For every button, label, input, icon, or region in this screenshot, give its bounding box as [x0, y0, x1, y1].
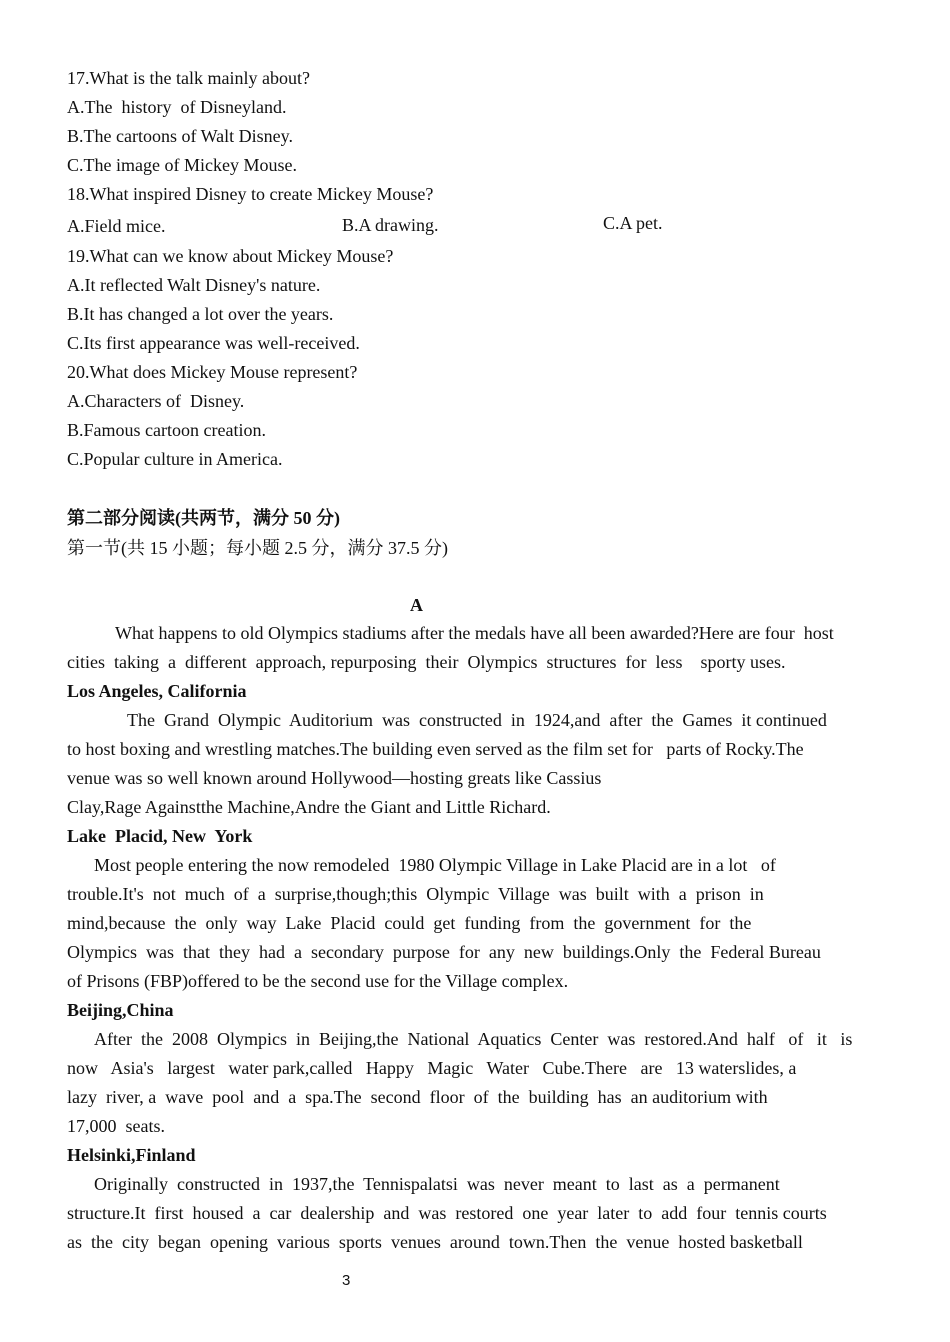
heading-los-angeles: Los Angeles, California [67, 681, 247, 701]
option-19c: C.Its first appearance was well-received. [67, 333, 360, 353]
part-title: 第二部分阅读(共两节，满分 50 分) [67, 508, 340, 528]
option-19a: A.It reflected Walt Disney's nature. [67, 275, 321, 295]
lp-line-5: of Prisons (FBP)offered to be the second use for the Village complex. [67, 971, 569, 991]
hk-line-2: structure.It first housed a car dealership and was restored one year later to add four tennis courts [67, 1203, 827, 1223]
question-17: 17.What is the talk mainly about? [67, 68, 310, 88]
option-17b: B.The cartoons of Walt Disney. [67, 126, 294, 146]
bj-line-4: 17,000 seats. [67, 1116, 165, 1136]
heading-beijing: Beijing,China [67, 1000, 174, 1020]
la-line-1: The Grand Olympic Auditorium was constructed in 1924,and after the Games it continued [127, 710, 827, 730]
hk-line-3: as the city began opening various sports venues around town.Then the venue hosted basketball [67, 1232, 803, 1252]
option-19b: B.It has changed a lot over the years. [67, 304, 334, 324]
option-18c: C.A pet. [603, 213, 663, 233]
option-17c: C.The image of Mickey Mouse. [67, 155, 297, 175]
bj-line-1: After the 2008 Olympics in Beijing,the National Aquatics Center was restored.And half of it is [94, 1029, 853, 1049]
lp-line-3: mind,because the only way Lake Placid could get funding from the government for the [67, 913, 752, 933]
question-19: 19.What can we know about Mickey Mouse? [67, 246, 394, 266]
bj-line-2: now Asia's largest water park,called Happy Magic Water Cube.There are 13 waterslides, a [67, 1058, 797, 1078]
la-line-4: Clay,Rage Againstthe Machine,Andre the Giant and Little Richard. [67, 797, 551, 817]
intro-line-1: What happens to old Olympics stadiums after the medals have all been awarded?Here are four host [115, 623, 834, 643]
intro-line-2: cities taking a different approach, repurposing their Olympics structures for less sporty uses. [67, 652, 786, 672]
page-number: 3 [342, 1272, 351, 1289]
option-20c: C.Popular culture in America. [67, 449, 283, 469]
heading-lake-placid: Lake Placid, New York [67, 826, 253, 846]
lp-line-2: trouble.It's not much of a surprise,though;this Olympic Village was built with a prison in [67, 884, 764, 904]
heading-helsinki: Helsinki,Finland [67, 1145, 196, 1165]
bj-line-3: lazy river, a wave pool and a spa.The second floor of the building has an auditorium with [67, 1087, 768, 1107]
question-20: 20.What does Mickey Mouse represent? [67, 362, 358, 382]
option-17a: A.The history of Disneyland. [67, 97, 287, 117]
la-line-2: to host boxing and wrestling matches.The building even served as the film set for parts of Rocky.The [67, 739, 804, 759]
section-title: 第一节(共 15 小题；每小题 2.5 分，满分 37.5 分) [67, 538, 448, 558]
hk-line-1: Originally constructed in 1937,the Tennispalatsi was never meant to last as a permanent [94, 1174, 780, 1194]
passage-label: A [410, 595, 423, 615]
la-line-3: venue was so well known around Hollywood—hosting greats like Cassius [67, 768, 602, 788]
lp-line-4: Olympics was that they had a secondary purpose for any new buildings.Only the Federal Bureau [67, 942, 821, 962]
lp-line-1: Most people entering the now remodeled 1980 Olympic Village in Lake Placid are in a lot of [94, 855, 776, 875]
option-20b: B.Famous cartoon creation. [67, 420, 266, 440]
option-20a: A.Characters of Disney. [67, 391, 245, 411]
option-18a: A.Field mice. [67, 216, 166, 236]
question-18: 18.What inspired Disney to create Mickey Mouse? [67, 184, 434, 204]
option-18b: B.A drawing. [342, 215, 439, 235]
